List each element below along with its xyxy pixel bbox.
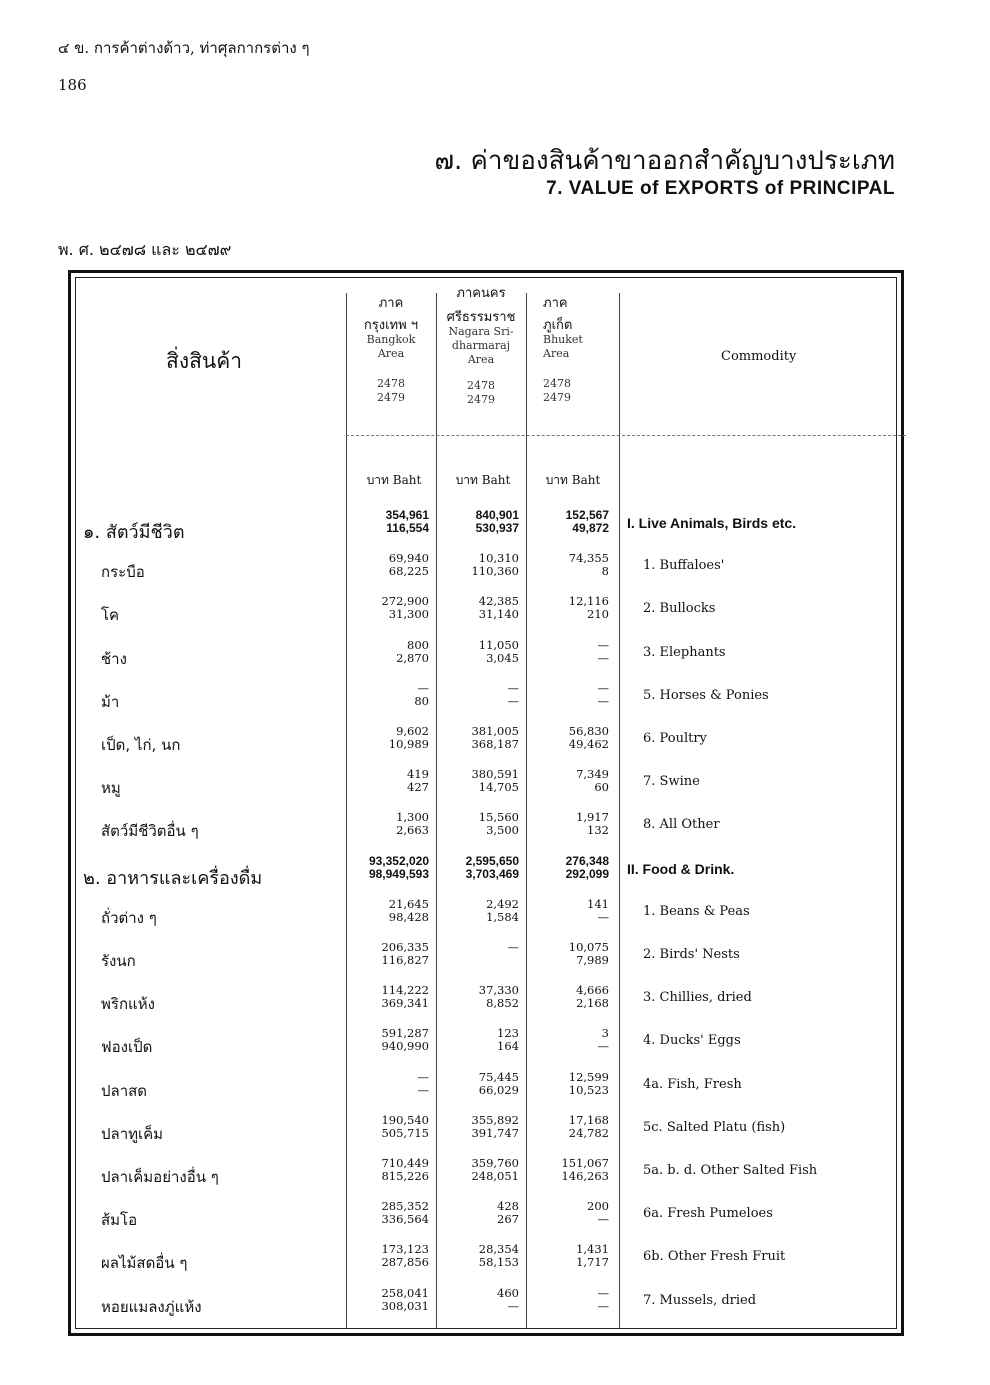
bhuket-value-2479: 60 (594, 780, 609, 795)
table-row (71, 1200, 901, 1240)
commodity-thai: ถั่วต่าง ๆ (101, 908, 157, 927)
bhuket-value-2478: 7,349 (576, 767, 609, 782)
nagara-value-2478: 123 (497, 1026, 519, 1041)
nagara-value-2478: 10,310 (478, 551, 519, 566)
bangkok-value-2478: — (417, 680, 429, 695)
nagara-value-2478: 428 (497, 1199, 519, 1214)
nagara-value-2478: 11,050 (478, 637, 519, 652)
nagara-value-2478: 28,354 (478, 1242, 519, 1257)
bhuket-value-2479: 1,717 (576, 1255, 609, 1270)
column-heading-bhuket (529, 297, 615, 405)
bangkok-value-2479: 369,341 (381, 996, 429, 1011)
bhuket-value-2478: 151,067 (561, 1156, 609, 1170)
heading-text: ภาค (378, 296, 404, 311)
bangkok-value-2478: 9,602 (396, 724, 429, 738)
heading-text: Nagara Sri- (448, 325, 514, 338)
commodity-english: 4a. Fish, Fresh (643, 1076, 742, 1092)
year-label: 2479 (467, 393, 495, 406)
bangkok-value-2478: 206,335 (381, 940, 429, 954)
bhuket-value-2478: — (597, 680, 609, 695)
bangkok-value-2479: 287,856 (381, 1255, 429, 1270)
commodity-heading-english: Commodity (721, 349, 797, 364)
bhuket-value-2478: — (597, 637, 609, 652)
nagara-value-2479: 8,852 (486, 996, 519, 1011)
commodity-english: II. Food & Drink. (627, 860, 735, 877)
commodity-english: 1. Buffaloes' (643, 558, 725, 574)
nagara-value-2479: 14,705 (478, 780, 519, 795)
bangkok-value-2478: — (417, 1069, 429, 1084)
bangkok-value-2478: 710,449 (381, 1156, 429, 1170)
bangkok-value-2478: 419 (407, 767, 429, 782)
bhuket-value-2478: 12,599 (568, 1069, 609, 1084)
bangkok-value-2479: — (417, 1082, 429, 1097)
commodity-thai: โค (101, 606, 120, 625)
commodity-english: 6b. Other Fresh Fruit (643, 1249, 786, 1265)
commodity-english: 3. Chillies, dried (643, 990, 752, 1006)
bangkok-value-2478: 114,222 (381, 983, 429, 998)
commodity-english: 2. Birds' Nests (643, 947, 740, 962)
heading-text: ภาคนคร (456, 286, 506, 301)
year-label: 2479 (377, 391, 405, 404)
table-frame (68, 270, 904, 1336)
commodity-thai: ฟองเป็ด (101, 1038, 153, 1057)
table-row (71, 1157, 901, 1197)
heading-text: Area (377, 347, 405, 360)
commodity-thai: ๑. สัตว์มีชีวิต (83, 522, 185, 543)
bangkok-value-2478: 93,352,020 (368, 853, 429, 868)
commodity-thai: ผลไม้สดอื่น ๆ (101, 1254, 188, 1273)
nagara-value-2478: 355,892 (471, 1112, 519, 1127)
table-row (71, 984, 901, 1024)
bhuket-value-2479: 49,872 (572, 521, 609, 535)
commodity-thai: ๒. อาหารและเครื่องดื่ม (83, 867, 263, 889)
bangkok-value-2479: 68,225 (388, 564, 429, 579)
bhuket-value-2478: 10,075 (568, 940, 609, 954)
bangkok-value-2479: 116,827 (381, 953, 429, 967)
nagara-value-2479: 66,029 (478, 1082, 519, 1097)
nagara-value-2478: 15,560 (478, 810, 519, 825)
table-row (71, 898, 901, 938)
nagara-value-2478: 42,385 (478, 594, 519, 609)
bangkok-value-2478: 800 (407, 637, 429, 652)
nagara-value-2479: — (507, 693, 519, 708)
nagara-value-2478: — (507, 680, 519, 695)
bhuket-value-2478: — (597, 1285, 609, 1300)
table-row (71, 941, 901, 981)
bhuket-value-2478: 152,567 (565, 508, 609, 522)
bangkok-value-2479: 98,428 (388, 909, 429, 924)
bangkok-value-2478: 258,041 (381, 1285, 429, 1300)
nagara-value-2478: 359,760 (471, 1156, 519, 1170)
year-label: 2478 (467, 379, 495, 392)
bhuket-value-2478: 1,431 (576, 1242, 609, 1257)
bangkok-value-2479: 308,031 (381, 1298, 429, 1313)
bangkok-value-2479: 80 (414, 693, 429, 708)
commodity-thai: รังนก (101, 952, 136, 970)
heading-text: Area (467, 353, 495, 366)
page-number: 186 (58, 76, 87, 94)
commodity-english: 4. Ducks' Eggs (643, 1033, 741, 1049)
nagara-value-2478: — (507, 940, 519, 954)
nagara-value-2478: 381,005 (471, 724, 519, 738)
commodity-english: 6a. Fresh Pumeloes (643, 1206, 773, 1222)
commodity-thai: ม้า (101, 692, 120, 711)
bhuket-value-2478: 74,355 (568, 551, 609, 566)
bangkok-value-2479: 98,949,593 (368, 866, 429, 881)
nagara-value-2479: 3,500 (486, 823, 519, 838)
heading-text: Area (543, 347, 570, 360)
bangkok-value-2478: 1,300 (396, 810, 429, 825)
table-row (71, 1287, 901, 1327)
table-row (71, 1027, 901, 1067)
heading-text: ภูเก็ต (543, 318, 573, 333)
table-row (71, 1114, 901, 1154)
nagara-value-2479: 110,360 (471, 564, 519, 579)
nagara-value-2478: 37,330 (478, 983, 519, 998)
commodity-thai: เป็ด, ไก่, นก (101, 736, 181, 754)
bangkok-value-2478: 285,352 (381, 1199, 429, 1214)
table-row (71, 682, 901, 722)
bhuket-value-2478: 12,116 (568, 594, 609, 609)
commodity-thai: สัตว์มีชีวิตอื่น ๆ (101, 822, 199, 841)
unit-label: บาท Baht (455, 473, 511, 487)
nagara-value-2479: 248,051 (471, 1169, 519, 1183)
bhuket-value-2479: — (597, 1298, 609, 1313)
bhuket-value-2479: — (597, 1212, 609, 1227)
commodity-thai: ปลาสด (101, 1081, 148, 1100)
commodity-thai: กระบือ (101, 563, 145, 582)
page-title-english: 7. VALUE of EXPORTS of PRINCIPAL (546, 178, 895, 199)
heading-text: Bhuket (543, 333, 583, 346)
commodity-thai: ส้มโอ (101, 1211, 138, 1230)
bhuket-value-2479: 210 (587, 607, 609, 622)
bhuket-value-2479: 292,099 (565, 866, 609, 881)
table-row (71, 1071, 901, 1111)
commodity-english: 7. Swine (643, 774, 700, 790)
bangkok-value-2479: 940,990 (381, 1039, 429, 1054)
bangkok-value-2478: 21,645 (388, 896, 429, 911)
bangkok-value-2479: 31,300 (388, 607, 429, 622)
heading-text: กรุงเทพ ฯ (363, 318, 419, 333)
nagara-value-2478: 460 (497, 1285, 519, 1300)
commodity-thai: ช้าง (101, 649, 127, 668)
heading-text: ภาค (543, 296, 568, 311)
nagara-value-2479: 31,140 (478, 607, 519, 622)
running-header: ๔ ข. การค้าต่างด้าว, ท่าศุลกากรต่าง ๆ (58, 39, 310, 57)
commodity-thai: ปลาทูเค็ม (101, 1124, 164, 1143)
commodity-english: 2. Bullocks (643, 601, 716, 617)
commodity-thai: พริกแห้ง (101, 995, 155, 1014)
commodity-english: 8. All Other (643, 817, 720, 833)
commodity-english: 5a. b. d. Other Salted Fish (643, 1163, 818, 1178)
bhuket-value-2479: — (597, 1039, 609, 1054)
heading-text: ศรีธรรมราช (446, 310, 516, 325)
commodity-thai: หมู (101, 779, 121, 798)
commodity-english: 7. Mussels, dried (643, 1292, 757, 1308)
table-row (71, 725, 901, 765)
bhuket-value-2479: — (597, 650, 609, 665)
bangkok-value-2479: 2,870 (396, 650, 429, 665)
bangkok-value-2478: 591,287 (381, 1026, 429, 1041)
bangkok-value-2478: 354,961 (385, 508, 429, 522)
bhuket-value-2478: 276,348 (565, 853, 609, 868)
bhuket-value-2478: 4,666 (576, 983, 609, 998)
bangkok-value-2479: 116,554 (386, 521, 429, 535)
bhuket-value-2478: 200 (587, 1199, 609, 1214)
table-row (71, 1243, 901, 1283)
bangkok-value-2479: 815,226 (381, 1169, 429, 1183)
commodity-english: 5. Horses & Ponies (643, 687, 769, 703)
nagara-value-2479: 368,187 (471, 737, 519, 751)
category-row (71, 855, 901, 895)
nagara-value-2479: 3,703,469 (465, 866, 519, 881)
category-row (71, 509, 901, 549)
column-heading-nagara (439, 287, 523, 407)
table-row (71, 595, 901, 635)
nagara-value-2479: 1,584 (486, 909, 519, 924)
commodity-english: 1. Beans & Peas (643, 903, 750, 919)
bhuket-value-2478: 3 (601, 1026, 609, 1041)
bangkok-value-2479: 10,989 (388, 737, 429, 751)
year-label: 2478 (377, 377, 405, 390)
commodity-thai: ปลาเค็มอย่างอื่น ๆ (101, 1168, 219, 1186)
bangkok-value-2479: 427 (407, 780, 429, 795)
unit-label: บาท Baht (545, 473, 601, 487)
table-row (71, 639, 901, 679)
nagara-value-2479: 530,937 (475, 521, 519, 535)
commodity-english: 5c. Salted Platu (fish) (643, 1119, 786, 1135)
year-label: 2479 (543, 391, 571, 404)
commodity-english: 3. Elephants (643, 644, 726, 660)
column-heading-bangkok (351, 297, 431, 405)
unit-label: บาท Baht (366, 473, 422, 487)
bangkok-value-2479: 336,564 (381, 1212, 429, 1227)
bhuket-value-2479: — (597, 909, 609, 924)
table-row (71, 552, 901, 592)
nagara-value-2479: 267 (497, 1212, 519, 1227)
nagara-value-2479: 3,045 (486, 650, 519, 665)
table-row (71, 768, 901, 808)
bhuket-value-2479: 24,782 (568, 1125, 609, 1140)
nagara-value-2478: 380,591 (471, 767, 519, 782)
bangkok-value-2478: 69,940 (388, 551, 429, 566)
header-rule (346, 435, 906, 436)
nagara-value-2478: 840,901 (475, 508, 519, 522)
nagara-value-2479: 391,747 (471, 1125, 519, 1140)
bhuket-value-2479: 8 (601, 564, 609, 579)
commodity-english: 6. Poultry (643, 731, 707, 746)
nagara-value-2479: 164 (497, 1039, 519, 1054)
bhuket-value-2479: 2,168 (576, 996, 609, 1011)
bangkok-value-2478: 173,123 (381, 1242, 429, 1257)
bhuket-value-2479: 7,989 (576, 953, 609, 967)
bhuket-value-2479: 146,263 (561, 1169, 609, 1183)
bhuket-value-2478: 141 (587, 896, 609, 911)
bangkok-value-2478: 190,540 (381, 1112, 429, 1127)
commodity-english: I. Live Animals, Birds etc. (627, 515, 797, 531)
year-label: 2478 (543, 377, 571, 390)
bhuket-value-2478: 17,168 (568, 1112, 609, 1127)
nagara-value-2478: 2,492 (486, 896, 519, 911)
bhuket-value-2478: 56,830 (568, 724, 609, 738)
nagara-value-2478: 75,445 (478, 1069, 519, 1084)
nagara-value-2479: 58,153 (478, 1255, 519, 1270)
bhuket-value-2479: 49,462 (568, 737, 609, 751)
heading-text: dharmaraj (451, 339, 511, 352)
bhuket-value-2479: — (597, 693, 609, 708)
heading-text: Bangkok (366, 333, 416, 346)
bhuket-value-2478: 1,917 (576, 810, 609, 825)
commodity-heading-thai: สิ่งสินค้า (166, 349, 243, 373)
commodity-thai: หอยแมลงภู่แห้ง (101, 1297, 202, 1316)
bhuket-value-2479: 132 (587, 823, 609, 838)
bangkok-value-2479: 505,715 (381, 1125, 429, 1140)
nagara-value-2478: 2,595,650 (465, 853, 519, 868)
nagara-value-2479: — (507, 1298, 519, 1313)
bhuket-value-2479: 10,523 (568, 1082, 609, 1097)
table-row (71, 811, 901, 851)
bangkok-value-2478: 272,900 (381, 594, 429, 609)
years-line: พ. ศ. ๒๔๗๘ และ ๒๔๗๙ (58, 240, 232, 259)
bangkok-value-2479: 2,663 (396, 823, 429, 838)
page-title-thai: ๗. ค่าของสินค้าขาออกสำคัญบางประเภท (434, 146, 895, 176)
